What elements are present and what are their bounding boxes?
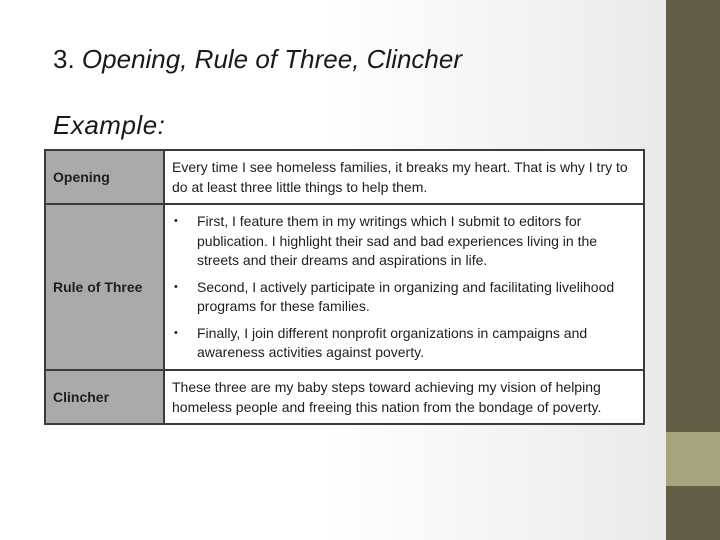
sidebar-accent-bottom: [666, 486, 720, 540]
slide-title-number: 3.: [53, 44, 75, 74]
list-item-text: Finally, I join different nonprofit organizations in campaigns and awareness activities against poverty.: [197, 324, 588, 361]
row-content-rule-of-three: [164, 204, 644, 370]
list-item: [172, 278, 633, 317]
sidebar-accent-middle: [666, 432, 720, 486]
row-content-opening: Every time I see homeless families, it breaks my heart. That is why I try to do at least three little things to help them.: [164, 150, 644, 204]
list-item-text: Second, I actively participate in organizing and facilitating livelihood programs for these families.: [197, 278, 615, 315]
bullet-icon: •: [174, 326, 178, 339]
bullet-icon: •: [174, 215, 178, 228]
row-label-clincher: Clincher: [45, 370, 164, 424]
row-label-rule-of-three: Rule of Three: [45, 204, 164, 370]
slide-title: [53, 44, 653, 75]
slide-subtitle: Example:: [53, 110, 166, 140]
list-item-text: First, I feature them in my writings which I submit to editors for publication. I highlight their sad and bad experiences living in the streets and their dreams and aspirations in life.: [197, 213, 598, 269]
list-item: [172, 324, 633, 363]
slide-title-text: Opening, Rule of Three, Clincher: [81, 44, 463, 74]
table-row-rule-of-three: [45, 204, 644, 370]
sidebar-accent-top: [666, 0, 720, 432]
table-row-opening: [45, 150, 644, 204]
example-table: [44, 149, 645, 425]
rule-of-three-list: [172, 212, 633, 363]
row-content-clincher: These three are my baby steps toward achieving my vision of helping homeless people and freeing this nation from the bondage of poverty.: [164, 370, 644, 424]
list-item: [172, 212, 633, 271]
table-row-clincher: [45, 370, 644, 424]
bullet-icon: •: [174, 280, 178, 293]
row-label-opening: Opening: [45, 150, 164, 204]
